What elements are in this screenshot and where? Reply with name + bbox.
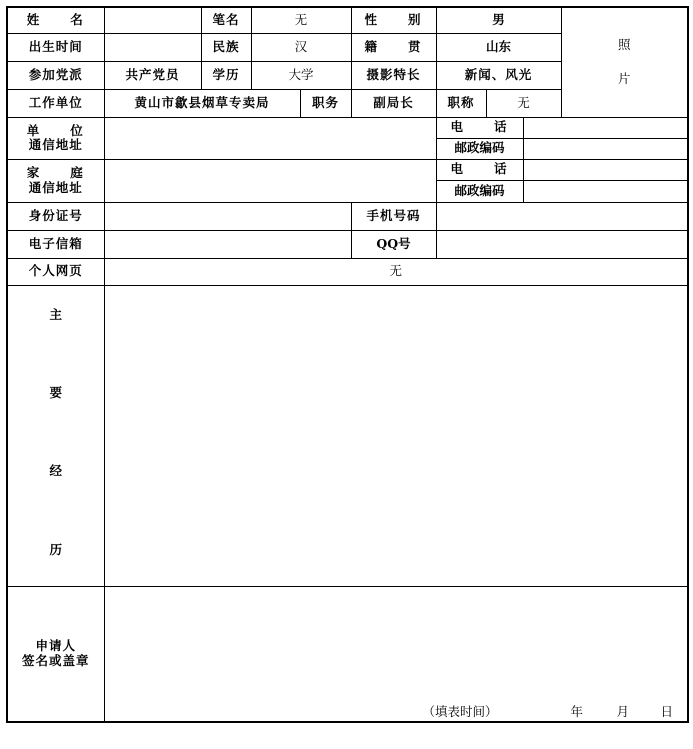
duty-label: 职务 <box>300 89 351 117</box>
work-zip-label: 邮政编码 <box>436 138 523 159</box>
experience-label <box>7 285 104 586</box>
penname-label: 笔名 <box>201 7 251 33</box>
signature-label <box>7 586 104 722</box>
mobile-value[interactable] <box>436 202 688 230</box>
gender-value[interactable]: 男 <box>436 7 561 33</box>
day-label: 日 <box>660 703 674 719</box>
work-address-label-2: 通信地址 <box>28 137 83 152</box>
edu-value[interactable]: 大学 <box>251 61 351 89</box>
skill-value[interactable]: 新闻、风光 <box>436 61 561 89</box>
employer-value[interactable]: 黄山市歙县烟草专卖局 <box>104 89 300 117</box>
email-value[interactable] <box>104 230 351 258</box>
mobile-label: 手机号码 <box>351 202 436 230</box>
penname-value[interactable]: 无 <box>251 7 351 33</box>
row-homepage <box>7 258 688 285</box>
homepage-value[interactable]: 无 <box>104 258 688 285</box>
home-address-label-2: 通信地址 <box>28 179 83 195</box>
birth-value[interactable] <box>104 33 201 61</box>
work-address-label <box>7 117 104 159</box>
home-zip-label: 邮政编码 <box>436 180 523 202</box>
birth-label: 出生时间 <box>7 33 104 61</box>
photo-box[interactable] <box>561 7 688 117</box>
id-label: 身份证号 <box>7 202 104 230</box>
employer-label: 工作单位 <box>7 89 104 117</box>
work-zip-value[interactable] <box>523 138 688 159</box>
home-address-value[interactable] <box>104 159 436 202</box>
form-table <box>6 6 689 723</box>
origin-value[interactable]: 山东 <box>436 33 561 61</box>
party-value[interactable]: 共产党员 <box>104 61 201 89</box>
home-address-label <box>7 159 104 202</box>
duty-value[interactable]: 副局长 <box>351 89 436 117</box>
photo-label-2: 片 <box>618 71 631 87</box>
experience-char-4: 历 <box>49 541 62 557</box>
work-phone-value[interactable] <box>523 117 688 138</box>
homepage-label: 个人网页 <box>7 258 104 285</box>
signature-label-2: 签名或盖章 <box>21 652 90 668</box>
month-label: 月 <box>616 703 630 719</box>
photo-label-1: 照 <box>618 36 631 52</box>
row-experience <box>7 285 688 586</box>
name-value[interactable] <box>104 7 201 33</box>
row-home-address <box>7 159 688 180</box>
home-address-label-1: 家 庭 <box>26 165 85 181</box>
ethnic-label: 民族 <box>201 33 251 61</box>
home-zip-value[interactable] <box>523 180 688 202</box>
fill-time-label: （填表时间） <box>422 703 498 719</box>
application-form <box>6 6 687 723</box>
experience-value[interactable] <box>104 285 688 586</box>
work-address-value[interactable] <box>104 117 436 159</box>
experience-char-3: 经 <box>49 463 62 479</box>
work-address-label-1: 单 位 <box>26 122 85 138</box>
title-value[interactable]: 无 <box>486 89 561 117</box>
row-signature <box>7 586 688 722</box>
signature-area[interactable] <box>104 586 688 722</box>
email-label: 电子信箱 <box>7 230 104 258</box>
party-label: 参加党派 <box>7 61 104 89</box>
fill-date <box>105 703 688 719</box>
name-label: 姓 名 <box>7 7 104 33</box>
home-phone-value[interactable] <box>523 159 688 180</box>
row-work-address <box>7 117 688 138</box>
work-phone-label: 电 话 <box>436 117 523 138</box>
qq-value[interactable] <box>436 230 688 258</box>
experience-char-1: 主 <box>49 306 62 322</box>
signature-label-1: 申请人 <box>35 638 76 654</box>
title-label: 职称 <box>436 89 486 117</box>
id-value[interactable] <box>104 202 351 230</box>
skill-label: 摄影特长 <box>351 61 436 89</box>
year-label: 年 <box>570 703 584 719</box>
row-name <box>7 7 688 33</box>
experience-char-2: 要 <box>49 384 62 400</box>
ethnic-value[interactable]: 汉 <box>251 33 351 61</box>
edu-label: 学历 <box>201 61 251 89</box>
row-email <box>7 230 688 258</box>
row-id <box>7 202 688 230</box>
gender-label: 性 别 <box>351 7 436 33</box>
qq-label: QQ号 <box>351 230 436 258</box>
origin-label: 籍 贯 <box>351 33 436 61</box>
home-phone-label: 电 话 <box>436 159 523 180</box>
